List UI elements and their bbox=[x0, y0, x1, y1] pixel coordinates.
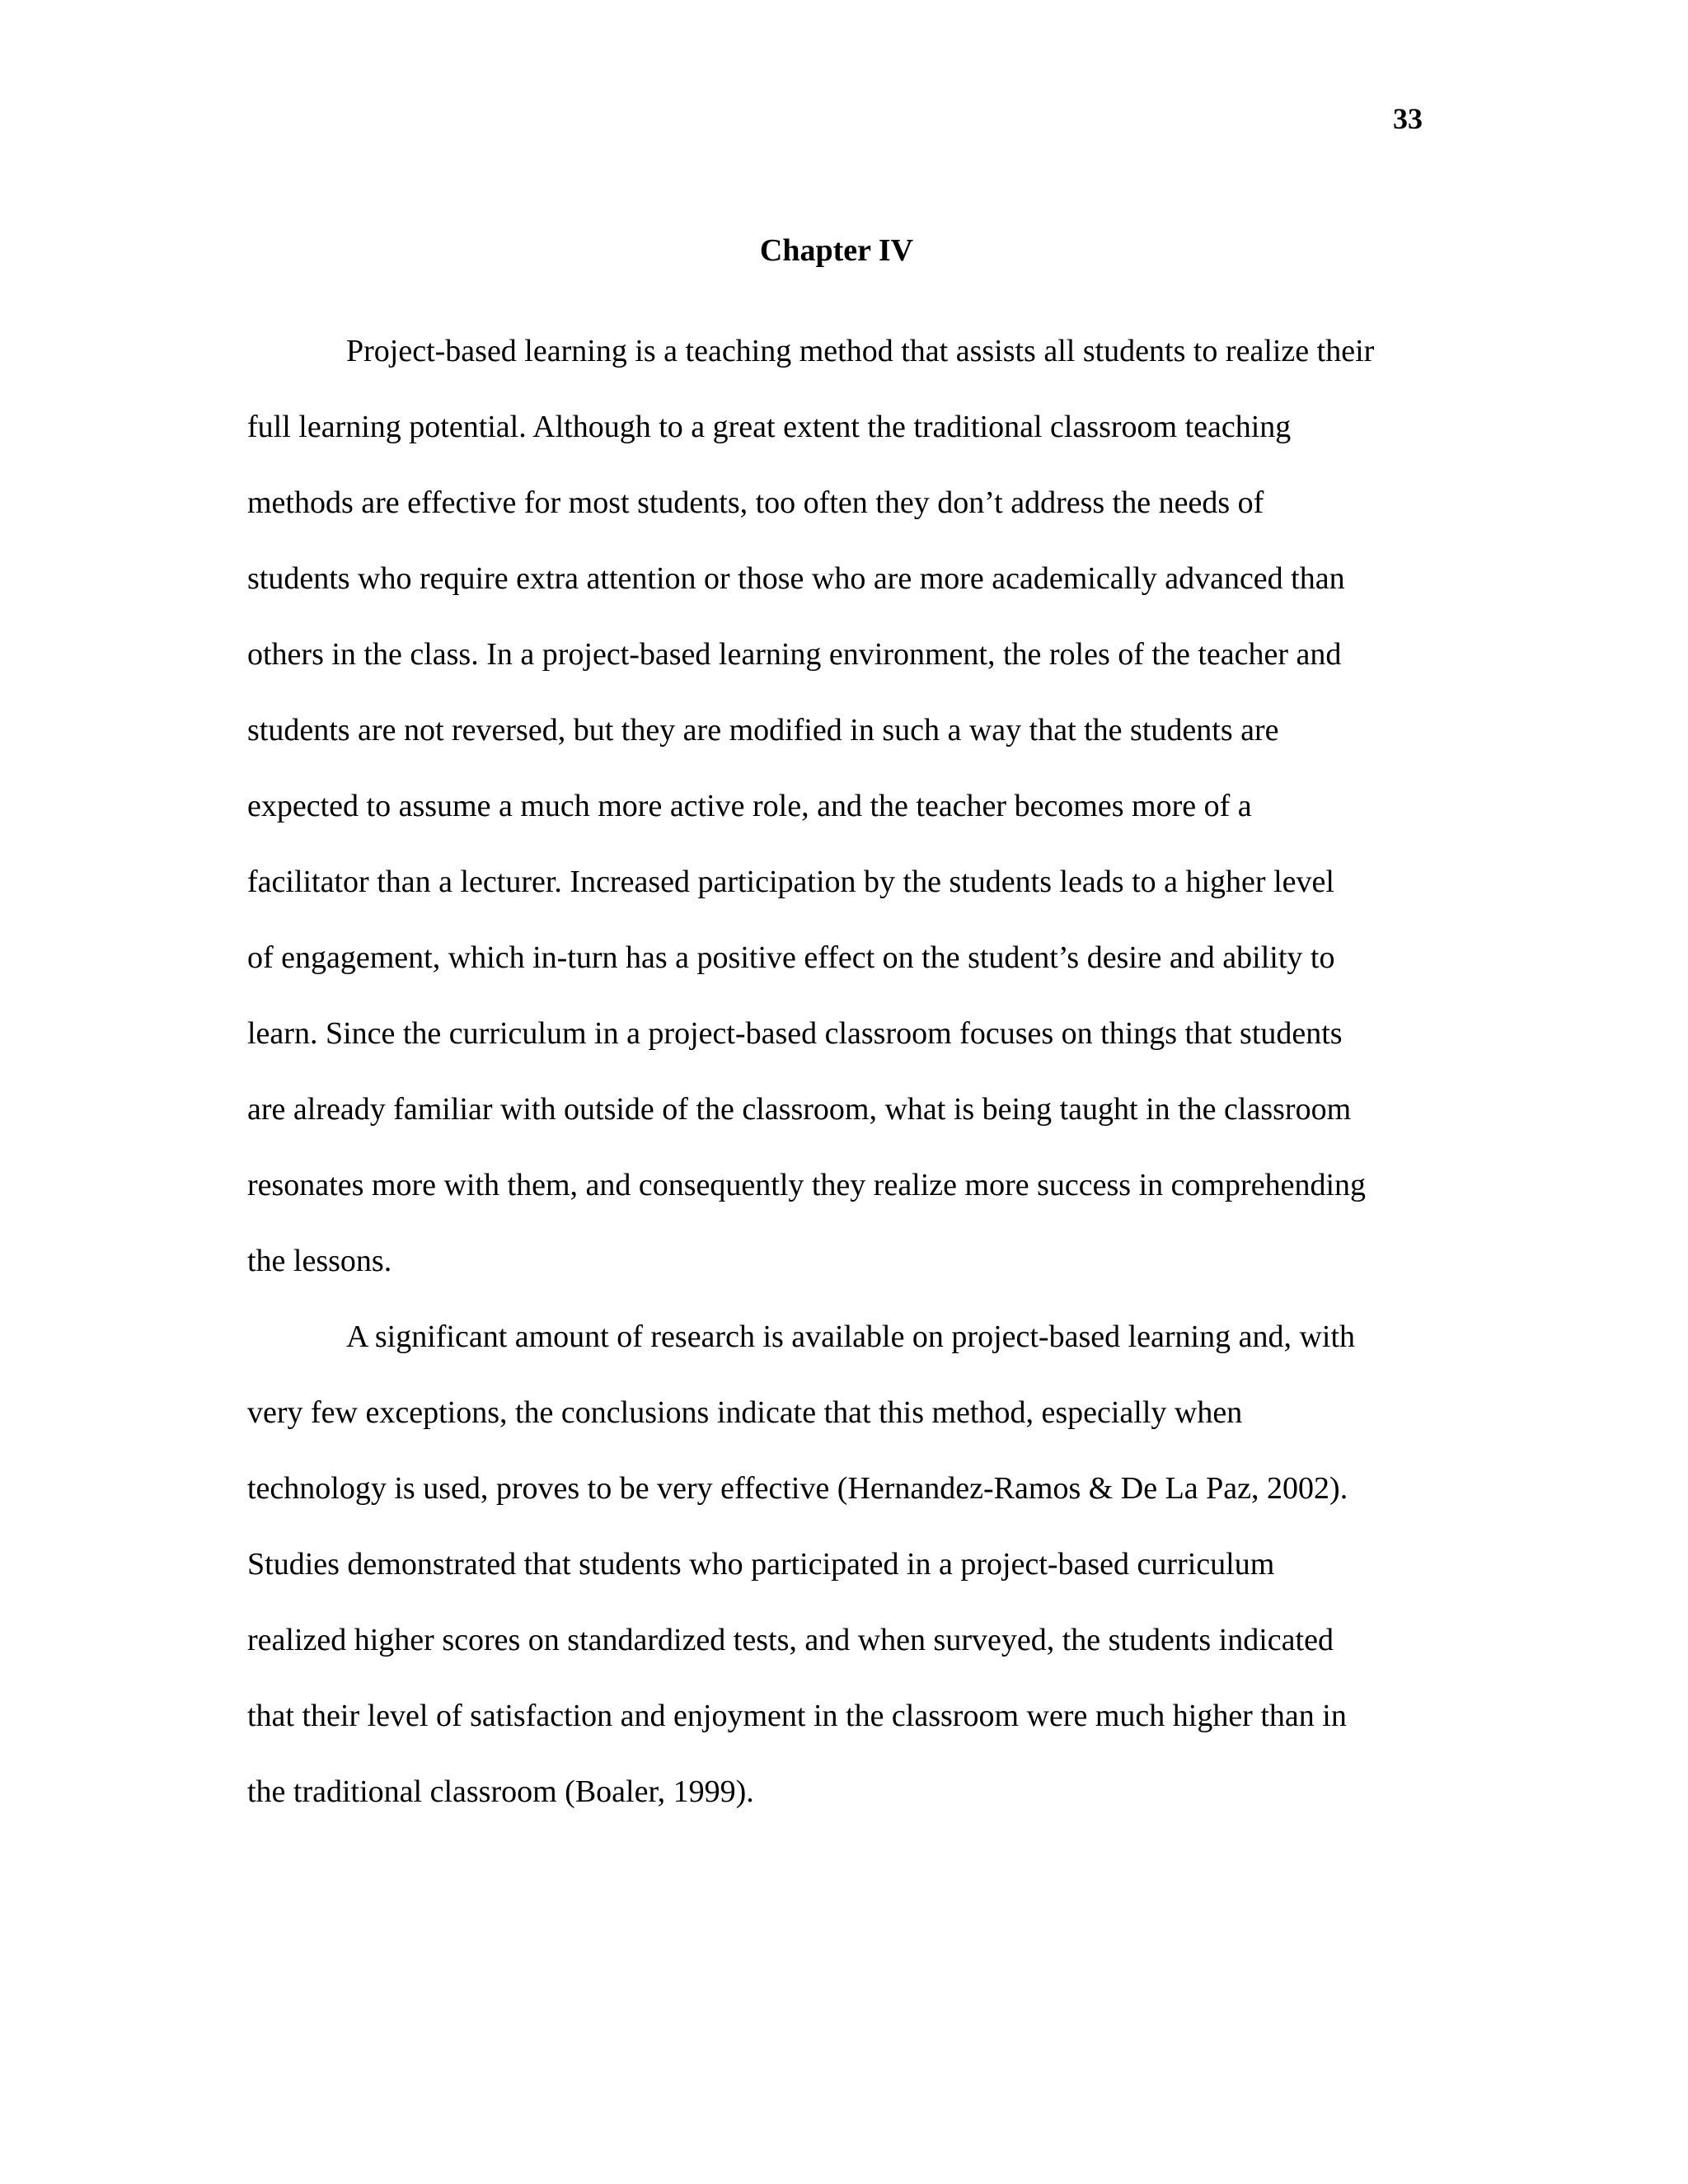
paragraph-line: A significant amount of research is available on project-based learning and, with bbox=[346, 1319, 1356, 1354]
paragraph-line: methods are effective for most students, too often they don’t address the needs of bbox=[247, 485, 1264, 520]
paragraph-line: the lessons. bbox=[247, 1244, 392, 1278]
page-number: 33 bbox=[1393, 102, 1423, 135]
paragraph-2 bbox=[247, 1299, 1434, 1830]
chapter-title: Chapter IV bbox=[759, 233, 914, 268]
paragraph-line: facilitator than a lecturer. Increased participation by the students leads to a higher level bbox=[247, 865, 1334, 899]
paragraph-line: learn. Since the curriculum in a project-based classroom focuses on things that students bbox=[247, 1016, 1343, 1051]
paragraph-line: of engagement, which in-turn has a positive effect on the student’s desire and ability to bbox=[247, 940, 1335, 975]
paragraph-line: expected to assume a much more active role, and the teacher becomes more of a bbox=[247, 789, 1252, 823]
paragraph-line: realized higher scores on standardized tests, and when surveyed, the students indicated bbox=[247, 1623, 1334, 1657]
paragraph-line: students who require extra attention or those who are more academically advanced than bbox=[247, 561, 1345, 596]
paragraph-1 bbox=[247, 313, 1434, 1299]
paragraph-line: very few exceptions, the conclusions indicate that this method, especially when bbox=[247, 1395, 1243, 1430]
body-text bbox=[247, 313, 1434, 1830]
paragraph-line: resonates more with them, and consequently they realize more success in comprehending bbox=[247, 1168, 1366, 1202]
paragraph-line: technology is used, proves to be very effective (Hernandez-Ramos & De La Paz, 2002). bbox=[247, 1471, 1348, 1506]
paragraph-line: students are not reversed, but they are modified in such a way that the students are bbox=[247, 713, 1279, 748]
paragraph-line: that their level of satisfaction and enjoyment in the classroom were much higher than in bbox=[247, 1699, 1347, 1733]
paragraph-line: full learning potential. Although to a great extent the traditional classroom teaching bbox=[247, 410, 1292, 444]
paragraph-line: the traditional classroom (Boaler, 1999). bbox=[247, 1774, 754, 1809]
paragraph-line: are already familiar with outside of the classroom, what is being taught in the classroom bbox=[247, 1092, 1352, 1127]
paragraph-line: Studies demonstrated that students who participated in a project-based curriculum bbox=[247, 1547, 1275, 1582]
paragraph-line: Project-based learning is a teaching method that assists all students to realize their bbox=[346, 334, 1375, 368]
paragraph-line: others in the class. In a project-based learning environment, the roles of the teacher and bbox=[247, 637, 1342, 672]
